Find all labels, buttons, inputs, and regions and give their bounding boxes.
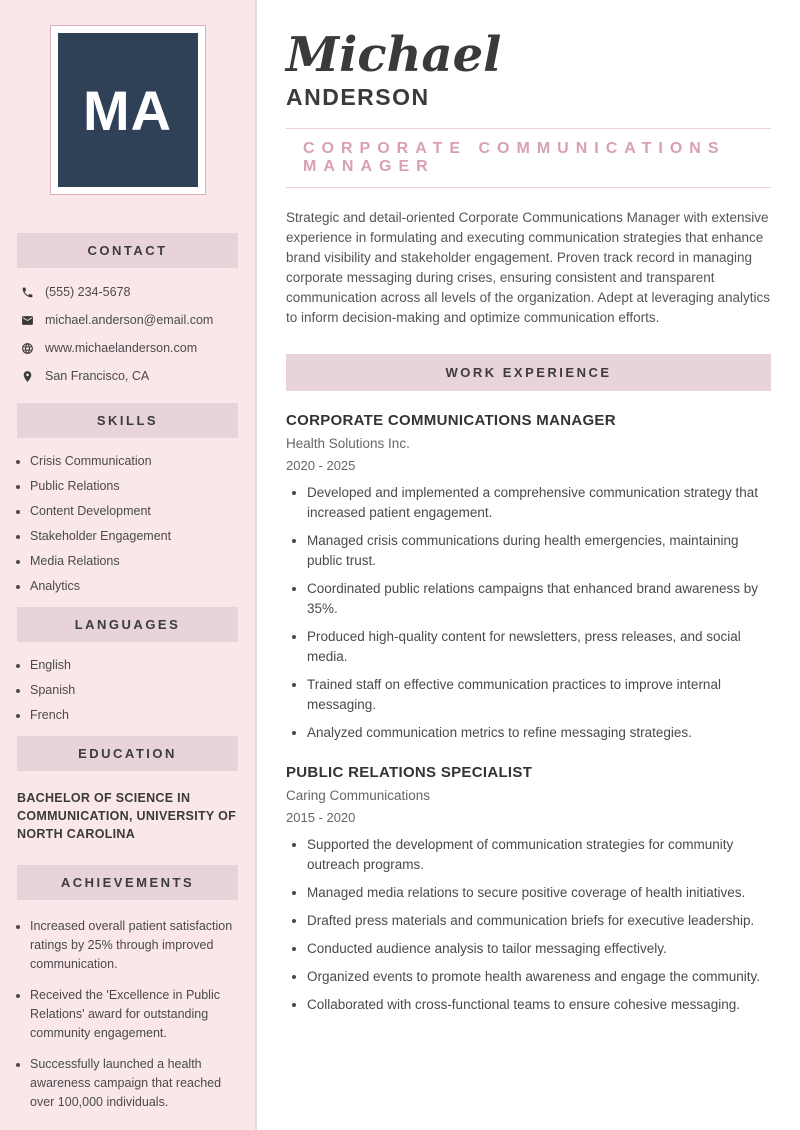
skills-list (0, 454, 255, 593)
language-item: • English (30, 658, 255, 672)
job-company: Caring Communications (286, 788, 431, 803)
job-bullet: • Supported the development of communication strategies for community outreach programs. (307, 835, 771, 875)
skill-item: • Public Relations (30, 479, 255, 493)
skill-item: • Analytics (30, 579, 255, 593)
phone-number: (555) 234-5678 (45, 285, 131, 299)
phone-icon (21, 286, 34, 299)
avatar-initials: MA (82, 78, 173, 142)
last-name: ANDERSON (286, 84, 430, 110)
achievement-item: • Increased overall patient satisfaction ratings by 25% through improved communication. (30, 917, 241, 974)
job-bullet-list (286, 835, 771, 1015)
language-item: • French (30, 708, 255, 722)
first-name: Michael (286, 27, 502, 83)
location-icon (21, 370, 34, 383)
education-section-header: EDUCATION (17, 736, 238, 771)
avatar (50, 25, 206, 195)
job-title: CORPORATE COMMUNICATIONS MANAGER (286, 412, 616, 429)
contact-website (21, 341, 238, 355)
language-item: • Spanish (30, 683, 255, 697)
main-content (259, 0, 800, 1130)
job-bullet: • Organized events to promote health awareness and engage the community. (307, 967, 771, 987)
job-bullet: • Analyzed communication metrics to refine messaging strategies. (307, 723, 771, 743)
job-entry (286, 764, 771, 1015)
job-title: PUBLIC RELATIONS SPECIALIST (286, 764, 533, 781)
languages-section-header: LANGUAGES (17, 607, 238, 642)
languages-list (0, 658, 255, 722)
contact-section-header: CONTACT (17, 233, 238, 268)
job-bullet: • Coordinated public relations campaigns that enhanced brand awareness by 35%. (307, 579, 771, 619)
job-bullet: • Drafted press materials and communication briefs for executive leadership. (307, 911, 771, 931)
job-bullet: • Conducted audience analysis to tailor messaging effectively. (307, 939, 771, 959)
contact-list (0, 268, 255, 403)
job-entry (286, 412, 771, 743)
professional-summary: Strategic and detail-oriented Corporate Communications Manager with extensive experience in formulating and executing communication strategies that enhance brand visibility and stakeholder engagement. Proven track record in managing corporate messaging during crises, ensuring consistent and transparent communication across all levels of the organization. Adept at leveraging analytics to inform decision-making and optimize communication efforts. (286, 210, 771, 325)
globe-icon (21, 342, 34, 355)
avatar-monogram-box (58, 33, 198, 187)
role-title: CORPORATE COMMUNICATIONS MANAGER (303, 140, 726, 175)
job-bullet: • Managed media relations to secure positive coverage of health initiatives. (307, 883, 771, 903)
job-dates: 2015 - 2020 (286, 810, 356, 825)
skill-item: • Media Relations (30, 554, 255, 568)
achievements-section-header: ACHIEVEMENTS (17, 865, 238, 900)
skill-item: • Content Development (30, 504, 255, 518)
email-address: michael.anderson@email.com (45, 313, 214, 327)
skill-item: • Stakeholder Engagement (30, 529, 255, 543)
website-url: www.michaelanderson.com (45, 341, 198, 355)
achievements-list (0, 917, 255, 1112)
job-bullet: • Trained staff on effective communication practices to improve internal messaging. (307, 675, 771, 715)
job-bullet: • Managed crisis communications during health emergencies, maintaining public trust. (307, 531, 771, 571)
email-icon (21, 314, 34, 327)
divider-line (286, 187, 771, 188)
job-company: Health Solutions Inc. (286, 436, 410, 451)
education-degree: BACHELOR OF SCIENCE IN COMMUNICATION, UNIVERSITY OF NORTH CAROLINA (17, 791, 237, 841)
job-bullet: • Developed and implemented a comprehensive communication strategy that increased patient engagement. (307, 483, 771, 523)
job-bullet: • Collaborated with cross-functional teams to ensure cohesive messaging. (307, 995, 771, 1015)
achievement-item: • Successfully launched a health awareness campaign that reached over 100,000 individuals. (30, 1055, 241, 1112)
contact-phone (21, 285, 238, 299)
work-experience-section-header: WORK EXPERIENCE (286, 354, 771, 391)
job-bullet: • Produced high-quality content for newsletters, press releases, and social media. (307, 627, 771, 667)
skill-item: • Crisis Communication (30, 454, 255, 468)
contact-location (21, 369, 238, 383)
job-bullet-list (286, 483, 771, 743)
sidebar (0, 0, 257, 1130)
contact-email (21, 313, 238, 327)
job-dates: 2020 - 2025 (286, 458, 356, 473)
achievement-item: • Received the 'Excellence in Public Relations' award for outstanding community engagement. (30, 986, 241, 1043)
location-text: San Francisco, CA (45, 369, 150, 383)
skills-section-header: SKILLS (17, 403, 238, 438)
